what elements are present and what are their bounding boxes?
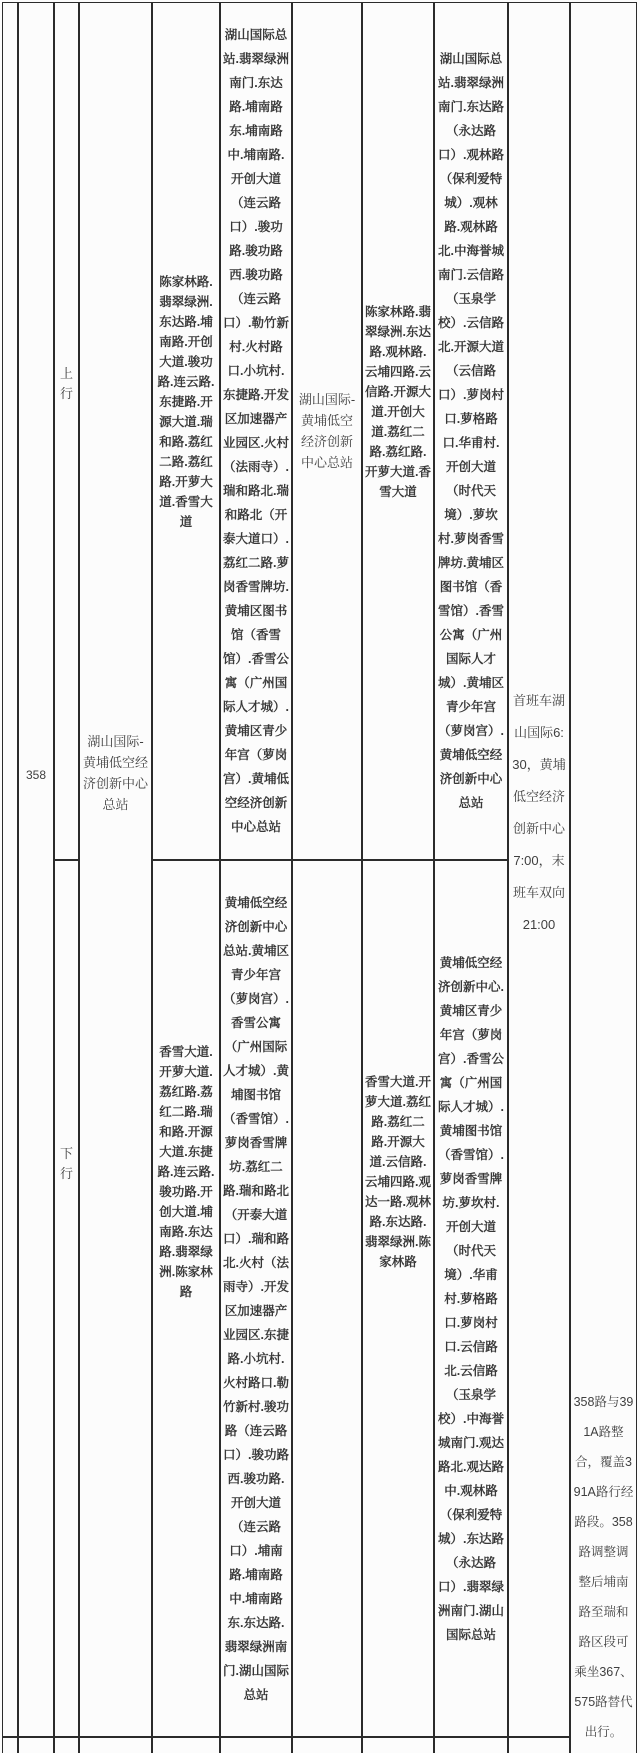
direction-up-cell: 上行: [54, 2, 79, 860]
empty-next-row-cell: [292, 1737, 362, 1753]
schedule-cell: 首班车湖山国际6:30，黄埔低空经济创新中心7:00，末班车双向21:00: [508, 2, 570, 1737]
empty-next-row-cell: [18, 1737, 54, 1753]
terminal-before-cell: 湖山国际-黄埔低空经济创新中心总站: [79, 2, 152, 1737]
empty-next-row-cell: [362, 1737, 434, 1753]
stops-after-up-cell: 湖山国际总站.翡翠绿洲南门.东达路（永达路口）.观林路（保利爱特城）.观林路.观林路北.中海誉城南门.云信路（玉泉学校）.云信路北.开源大道（云信路口）.萝岗村口.萝格路口.华甫村.开创大道（时代天境）.萝坎村.萝岗香雪牌坊.黄埔区图书馆（香雪馆）.香雪公寓（广州国际人才城）.黄埔区青少年宫（萝岗宫）.黄埔低空经济创新中心总站: [434, 2, 508, 860]
terminal-after-empty-cell: [292, 860, 362, 1737]
stops-after-down-cell: 黄埔低空经济创新中心.黄埔区青少年宫（萝岗宫）.香雪公寓（广州国际人才城）.黄埔图书馆（香雪馆）.萝岗香雪牌坊.萝坎村.开创大道（时代天境）.华甫村.萝格路口.萝岗村口.云信路北.云信路（玉泉学校）.中海誉城南门.观达路北.观达路中.观林路（保利爱特城）.东达路（永达路口）.翡翠绿洲南门.湖山国际总站: [434, 860, 508, 1737]
roads-before-down-cell: 香雪大道.开萝大道.荔红路.荔红二路.瑞和路.开源大道.东捷路.连云路.骏功路.开创大道.埔南路.东达路.翡翠绿洲.陈家林路: [152, 860, 220, 1737]
terminal-after-cell: 湖山国际-黄埔低空经济创新中心总站: [292, 2, 362, 860]
stops-before-up-cell: 湖山国际总站.翡翠绿洲南门.东达路.埔南路东.埔南路中.埔南路.开创大道（连云路口）.骏功路.骏功路西.骏功路（连云路口）.勒竹新村.火村路口.小坑村.东捷路.开发区加速器产业园区.火村（法雨寺）.瑞和路北.瑞和路北（开泰大道口）.荔红二路.萝岗香雪牌坊.黄埔区图书馆（香雪馆）.香雪公寓（广州国际人才城）.黄埔区青少年宫（萝岗宫）.黄埔低空经济创新中心总站: [220, 2, 292, 860]
empty-next-row-cell: [508, 1737, 570, 1753]
empty-next-row-cell: [434, 1737, 508, 1753]
stops-before-down-cell: 黄埔低空经济创新中心总站.黄埔区青少年宫（萝岗宫）.香雪公寓（广州国际人才城）.黄埔图书馆（香雪馆）.萝岗香雪牌坊.荔红二路.瑞和路北（开泰大道口）.瑞和路北.火村（法雨寺）.开发区加速器产业园区.东捷路.小坑村.火村路口.勒竹新村.骏功路（连云路口）.骏功路西.骏功路.开创大道（连云路口）.埔南路.埔南路中.埔南路东.东达路.翡翠绿洲南门.湖山国际总站: [220, 860, 292, 1737]
notes-cell: 358路与391A路整合，覆盖391A路行经路段。358路调整调整后埔南路至瑞和路区段可乘坐367、575路替代出行。: [570, 2, 637, 1753]
route-number-cell: 358: [18, 2, 54, 1737]
direction-down-cell: 下行: [54, 860, 79, 1737]
roads-after-down-cell: 香雪大道.开萝大道.荔红路.荔红二路.开源大道.云信路.云埔四路.观达一路.观林路.东达路.翡翠绿洲.陈家林路: [362, 860, 434, 1737]
empty-next-row-cell: [220, 1737, 292, 1753]
empty-next-row-cell: [79, 1737, 152, 1753]
empty-next-row-cell: [2, 1737, 18, 1753]
empty-next-row-cell: [152, 1737, 220, 1753]
roads-before-up-cell: 陈家林路.翡翠绿洲.东达路.埔南路.开创大道.骏功路.连云路.东捷路.开源大道.瑞和路.荔红二路.荔红路.开萝大道.香雪大道: [152, 2, 220, 860]
empty-next-row-cell: [54, 1737, 79, 1753]
empty-left-cell: [2, 2, 18, 1737]
roads-after-up-cell: 陈家林路.翡翠绿洲.东达路.观林路.云埔四路.云信路.开源大道.开创大道.荔红二路.荔红路.开萝大道.香雪大道: [362, 2, 434, 860]
